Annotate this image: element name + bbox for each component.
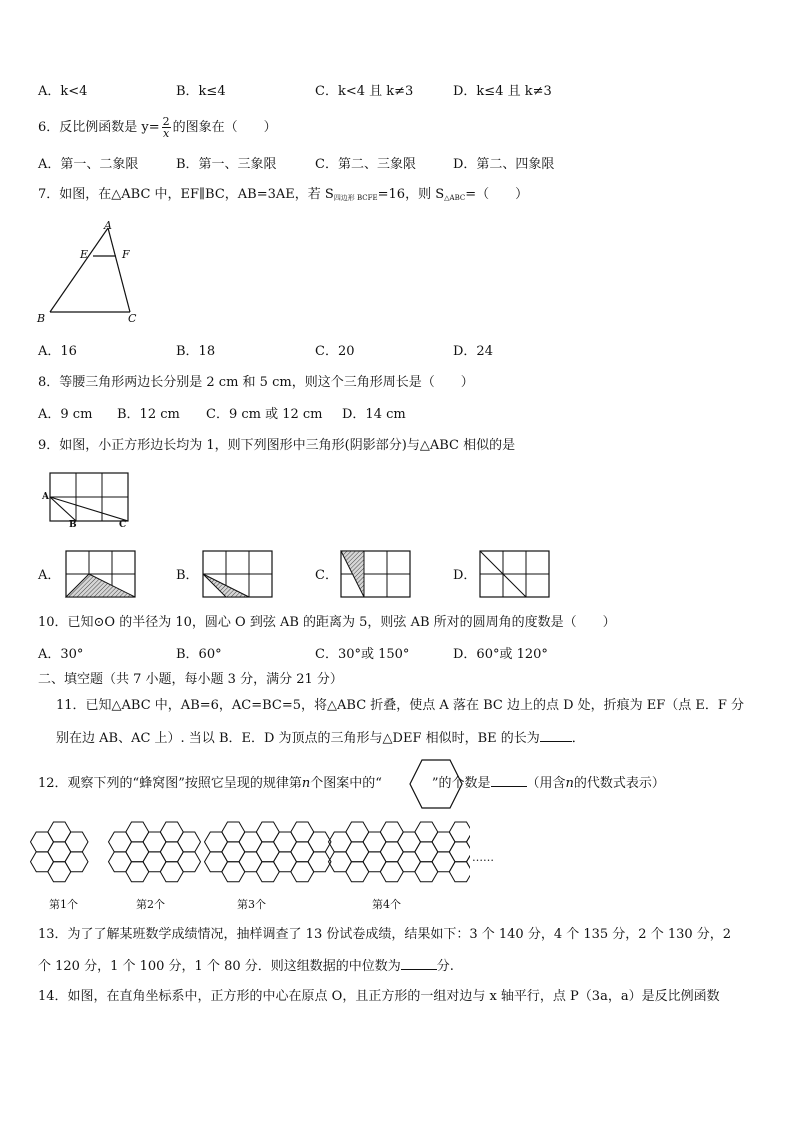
q12-honeycomb-patterns — [30, 810, 470, 902]
q6-stem — [38, 114, 277, 142]
honeycomb-cell — [48, 842, 71, 862]
q8-option-c: C．9 cm 或 12 cm — [206, 407, 323, 422]
q7-side-ac — [108, 228, 130, 312]
q6-option-a: A．第一、二象限 — [38, 157, 139, 172]
honeycomb-cell — [415, 842, 438, 862]
honeycomb-cell — [449, 842, 470, 862]
q13-line-1: 13．为了了解某班数学成绩情况，抽样调查了 13 份试卷成绩，结果如下：3 个 140 分，4 个 135 分，2 个 130 分，2 — [38, 927, 732, 942]
q10-option-a: A．30° — [38, 647, 84, 662]
q7-suffix: =（ ） — [465, 187, 529, 202]
q9-label-a: A — [42, 492, 49, 502]
q10-stem: 10．已知⊙O 的半径为 10，圆心 O 到弦 AB 的距离为 5，则弦 AB 所对的圆周角的度数是（ ） — [38, 615, 616, 630]
q12-n-2: n — [565, 776, 574, 791]
q7-subscript-tri: △ABC — [444, 194, 466, 202]
q9-option-d-figure — [476, 548, 552, 600]
honeycomb-cell — [256, 842, 279, 862]
q6-option-d: D．第二、四象限 — [453, 157, 555, 172]
honeycomb-cell — [256, 822, 279, 842]
q12-ellipsis: …… — [472, 851, 494, 864]
q9-label-c: C — [119, 520, 127, 530]
q7-option-d: D．24 — [453, 344, 493, 359]
q13-line-2-text: 个 120 分，1 个 100 分，1 个 80 分．则这组数据的中位数为 — [38, 959, 401, 974]
q12-n-1: n — [301, 776, 311, 791]
q7-subscript-quad: 四边形 BCFE — [333, 194, 378, 202]
honeycomb-cell — [222, 822, 245, 842]
q10-option-d: D．60°或 120° — [453, 647, 548, 662]
honeycomb-cell — [178, 852, 201, 872]
honeycomb-cell — [346, 862, 369, 882]
q7-stem — [38, 186, 528, 207]
q9-option-a-figure — [62, 548, 138, 600]
q9-option-b-figure — [199, 548, 275, 600]
q14-line-1: 14．如图，在直角坐标系中，正方形的中心在原点 O，且正方形的一组对边与 x 轴平行，点 P（3a，a）是反比例函数 — [38, 989, 720, 1004]
q12-hexagon-icon — [408, 756, 464, 812]
q5-option-b: B．k≤4 — [176, 84, 226, 99]
honeycomb-cell — [178, 832, 201, 852]
q7-label-c: C — [128, 312, 137, 325]
honeycomb-cell — [291, 842, 314, 862]
honeycomb-cell — [291, 822, 314, 842]
q7-label-b: B — [37, 312, 46, 325]
q13-line-2-end: 分. — [436, 959, 454, 974]
honeycomb-cell — [48, 822, 71, 842]
honeycomb-cell — [126, 862, 149, 882]
q11-line-2-end: ． — [571, 731, 585, 746]
honeycomb-cell — [308, 832, 331, 852]
q10-option-c: C．30°或 150° — [315, 647, 410, 662]
q12-caption-2: 第2个 — [136, 898, 165, 911]
q7-label-a: A — [104, 219, 112, 232]
q12-middle: 个图案中的“ — [310, 776, 382, 791]
honeycomb-cell — [467, 832, 471, 852]
q11-line-2 — [56, 729, 585, 748]
q8-option-d: D．14 cm — [342, 407, 406, 422]
q7-label-f: F — [122, 248, 130, 261]
honeycomb-cell — [380, 862, 403, 882]
honeycomb-cell — [346, 822, 369, 842]
honeycomb-cell — [160, 842, 183, 862]
q5-option-a: A．k<4 — [38, 84, 88, 99]
honeycomb-cell — [449, 862, 470, 882]
q11-line-2-text: 别在边 AB、AC 上）. 当以 B．E．D 为顶点的三角形与△DEF 相似时，BE 的长为 — [56, 731, 540, 746]
q6-numerator: 2 — [162, 115, 170, 128]
section-2-heading: 二、填空题（共 7 小题，每小题 3 分，满分 21 分） — [38, 672, 343, 687]
q9-option-b-label: B． — [176, 568, 199, 583]
q12-answer-blank — [491, 774, 527, 787]
q5-option-c: C．k<4 且 k≠3 — [315, 84, 414, 99]
q12-post-2: （用含 — [526, 776, 566, 791]
q12-post-3: 的代数式表示） — [573, 776, 665, 791]
q12-caption-1: 第1个 — [49, 898, 78, 911]
honeycomb-cell — [222, 862, 245, 882]
q9-option-c-figure — [337, 548, 413, 600]
q7-option-a: A．16 — [38, 344, 77, 359]
q13-answer-blank — [401, 957, 437, 970]
q9-label-b: B — [69, 520, 77, 530]
q9-triangle-abc — [50, 497, 128, 521]
honeycomb-cell — [291, 862, 314, 882]
honeycomb-cell — [380, 842, 403, 862]
q9-stem: 9．如图，小正方形边长均为 1，则下列图形中三角形(阴影部分)与△ABC 相似的是 — [38, 438, 516, 453]
q7-label-e: E — [80, 248, 89, 261]
honeycomb-cell — [380, 822, 403, 842]
q12-caption-3: 第3个 — [237, 898, 266, 911]
honeycomb-cell — [65, 832, 88, 852]
q6-option-c: C．第二、三象限 — [315, 157, 416, 172]
q12-caption-4: 第4个 — [372, 898, 401, 911]
q8-option-b: B．12 cm — [117, 407, 180, 422]
q12-prefix: 12．观察下列的“蜂窝图”按照它呈现的规律第 — [38, 776, 302, 791]
q11-line-1: 11．已知△ABC 中，AB=6，AC=BC=5，将△ABC 折叠，使点 A 落在 BC 边上的点 D 处，折痕为 EF（点 E．F 分 — [56, 698, 745, 713]
honeycomb-cell — [126, 822, 149, 842]
q6-fraction — [162, 116, 171, 139]
honeycomb-cell — [415, 862, 438, 882]
q9-option-d-label: D． — [453, 568, 477, 583]
q9-option-a-label: A． — [38, 568, 61, 583]
q13-line-2 — [38, 957, 454, 976]
honeycomb-cell — [65, 852, 88, 872]
honeycomb-cell — [467, 852, 471, 872]
q12-post-1: ”的个数是 — [431, 776, 491, 791]
honeycomb-cell — [160, 862, 183, 882]
honeycomb-cell — [256, 862, 279, 882]
q7-side-ab — [50, 228, 108, 312]
q7-option-c: C．20 — [315, 344, 355, 359]
honeycomb-cell — [449, 822, 470, 842]
q6-denominator: x — [163, 127, 170, 140]
q5-option-d: D．k≤4 且 k≠3 — [453, 84, 552, 99]
honeycomb-cell — [346, 842, 369, 862]
q11-answer-blank — [540, 729, 572, 742]
honeycomb-cell — [160, 822, 183, 842]
q9-option-c-label: C． — [315, 568, 338, 583]
honeycomb-cell — [415, 822, 438, 842]
q7-prefix: 7．如图，在△ABC 中，EF∥BC，AB=3AE，若 S — [38, 187, 334, 202]
honeycomb-cell — [48, 862, 71, 882]
q6-prefix: 6．反比例函数是 y= — [38, 120, 160, 135]
q8-stem: 8．等腰三角形两边长分别是 2 cm 和 5 cm，则这个三角形周长是（ ） — [38, 375, 474, 390]
q6-suffix: 的图象在（ ） — [172, 120, 277, 135]
honeycomb-cell — [308, 852, 331, 872]
q7-option-b: B．18 — [176, 344, 216, 359]
q6-option-b: B．第一、三象限 — [176, 157, 277, 172]
q12-stem — [38, 774, 665, 793]
honeycomb-cell — [126, 842, 149, 862]
q10-option-b: B．60° — [176, 647, 222, 662]
q7-middle: =16，则 S — [377, 187, 445, 202]
q8-option-a: A．9 cm — [38, 407, 93, 422]
honeycomb-cell — [222, 842, 245, 862]
